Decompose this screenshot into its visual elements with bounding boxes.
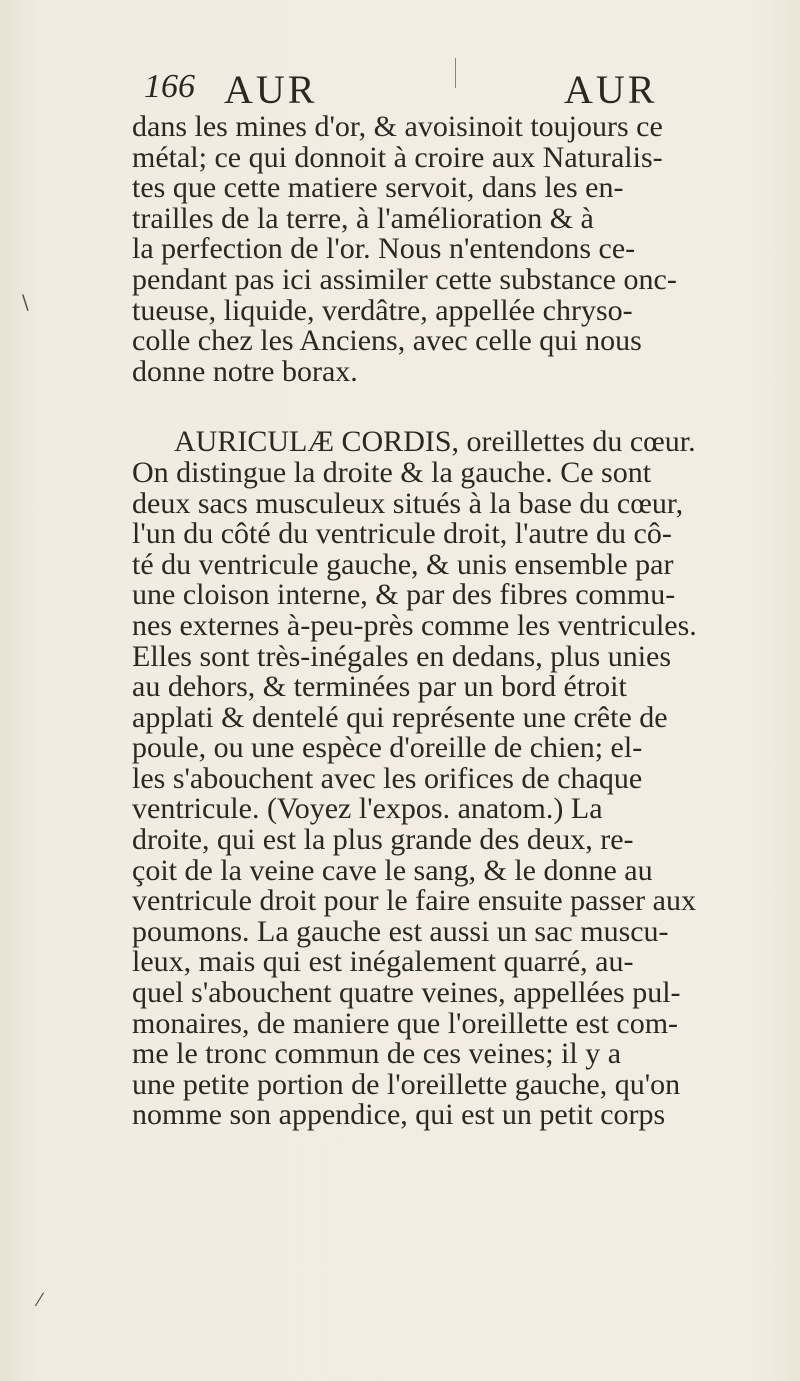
text-line: On distingue la droite & la gauche. Ce sont (132, 455, 652, 489)
text-line: tes que cette matiere servoit, dans les en- (132, 171, 624, 205)
text-line: monaires, de maniere que l'oreillette est com- (132, 1006, 679, 1040)
text-line: dans les mines d'or, & avoisinoit toujours ce (132, 110, 663, 143)
text-line: au dehors, & terminées par un bord étroit (132, 670, 627, 704)
text-line: métal; ce qui donnoit à croire aux Naturalis- (132, 140, 663, 174)
text-line: les s'abouchent avec les orifices de chaque (132, 761, 643, 795)
text-line: tueuse, liquide, verdâtre, appellée chryso- (132, 293, 633, 327)
text-line: la perfection de l'or. Nous n'entendons ce- (132, 232, 636, 266)
text-line: Elles sont très-inégales en dedans, plus unies (132, 639, 672, 673)
running-header (132, 58, 672, 112)
text-line: ventricule. (Voyez l'expos. anatom.) La (132, 792, 603, 826)
running-head-left: AUR (224, 67, 318, 112)
margin-mark-bottom: ⁄ (38, 1290, 42, 1311)
text-line: poule, ou une espèce d'oreille de chien; el- (132, 731, 643, 765)
text-line: nomme son appendice, qui est un petit corps (132, 1098, 666, 1132)
text-line: une petite portion de l'oreillette gauche, qu'on (132, 1067, 681, 1101)
text-line: té du ventricule gauche, & unis ensemble par (132, 547, 674, 581)
paragraph-auriculae-cordis (132, 427, 772, 1131)
running-head-right: AUR (564, 67, 658, 112)
text-line: AURICULÆ CORDIS, oreillettes du cœur. (174, 425, 696, 459)
text-line: me le tronc commun de ces veines; il y a (132, 1037, 622, 1071)
text-line: donne notre borax. (132, 354, 358, 388)
text-line: poumons. La gauche est aussi un sac muscu- (132, 914, 669, 948)
text-line: trailles de la terre, à l'amélioration & à (132, 201, 594, 235)
paragraph-gap (132, 387, 772, 427)
text-line: colle chez les Anciens, avec celle qui nous (132, 324, 642, 358)
text-line: deux sacs musculeux situés à la base du cœur, (132, 486, 684, 520)
text-line: pendant pas ici assimiler cette substance onc- (132, 262, 677, 296)
page-number: 166 (144, 68, 195, 105)
paragraph-gold-borax (132, 112, 772, 387)
text-line: l'un du côté du ventricule droit, l'autre du cô- (132, 517, 672, 551)
text-line: çoit de la veine cave le sang, & le donne au (132, 853, 653, 887)
text-line: quel s'abouchent quatre veines, appellées pul- (132, 976, 681, 1010)
text-line: ventricule droit pour le faire ensuite passer aux (132, 884, 696, 918)
body-text (132, 112, 772, 1131)
text-line: une cloison interne, & par des fibres commu- (132, 578, 676, 612)
text-line: nes externes à-peu-près comme les ventricules. (132, 608, 697, 642)
print-mark (455, 58, 456, 88)
text-line: leux, mais qui est inégalement quarré, au- (132, 945, 634, 979)
margin-mark: \ (22, 290, 29, 314)
text-line: applati & dentelé qui représente une crête de (132, 700, 668, 734)
text-line: droite, qui est la plus grande des deux, re- (132, 823, 634, 857)
